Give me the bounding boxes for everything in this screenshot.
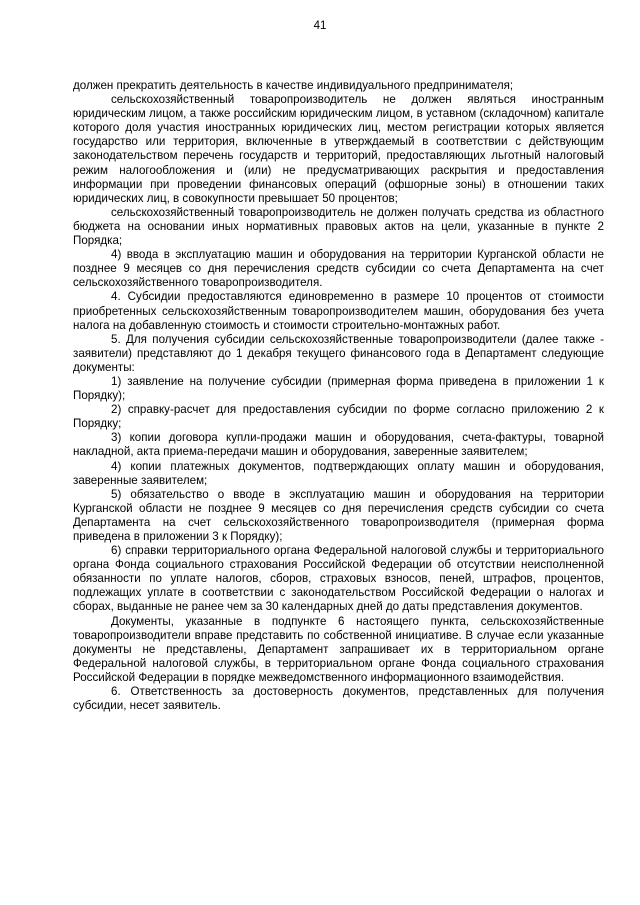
document-body — [73, 79, 604, 713]
paragraph: должен прекратить деятельность в качестве индивидуального предпринимателя; — [73, 79, 514, 92]
paragraph: 1) заявление на получение субсидии (примерная форма приведена в приложении 1 к Порядку); — [73, 374, 604, 403]
paragraph: сельскохозяйственный товаропроизводитель не должен являться иностранным юридическим лицом, а также российским юридическим лицом, в уставном (складочном) капитале которого доля участия иностранных юридических лиц, местом регистрации которых является государство или территория, включенные в утверждаемый в соответствии с действующим законодательством перечень государств и территорий, предоставляющих льготный налоговый режим налогообложения и (или) не предусматривающих раскрытия и предоставления информации при проведении финансовых операций (офшорные зоны) в отношении таких юридических лиц, в совокупности превышает 50 процентов; — [73, 93, 604, 205]
paragraph: 6) справки территориального органа Федеральной налоговой службы и территориального органа Фонда социального страхования Российской Федерации об отсутствии неисполненной обязанности по уплате налогов, сборов, страховых взносов, пеней, штрафов, процентов, подлежащих уплате в соответствии с законодательством Российской Федерации о налогах и сборах, выданные не ранее чем за 30 календарных дней до даты представления документов. — [73, 544, 604, 614]
paragraph: 2) справку-расчет для предоставления субсидии по форме согласно приложению 2 к Порядку; — [73, 403, 604, 431]
paragraph: 4) копии платежных документов, подтверждающих оплату машин и оборудования, заверенные заявителем; — [73, 459, 604, 487]
paragraph: 3) копии договора купли-продажи машин и оборудования, счета-фактуры, товарной накладной, акта приема-передачи машин и оборудования, заверенные заявителем; — [73, 431, 604, 459]
paragraph: 5. Для получения субсидии сельскохозяйственные товаропроизводители (далее также - заявители) представляют до 1 декабря текущего финансового года в Департамент следующие документы: — [73, 332, 604, 374]
paragraph: Документы, указанные в подпункте 6 настоящего пункта, сельскохозяйственные товаропроизводители вправе представить по собственной инициативе. В случае если указанные документы не представлены, Департамент запрашивает их в территориальном органе Федеральной налоговой службы, в территориальном органе Фонда социального страхования Российской Федерации в порядке межведомственного информационного взаимодействия. — [73, 614, 604, 684]
paragraph: сельскохозяйственный товаропроизводитель не должен получать средства из областного бюджета на основании иных нормативных правовых актов на цели, указанные в пункте 2 Порядка; — [73, 205, 604, 248]
page-number: 41 — [313, 20, 327, 32]
paragraph: 5) обязательство о вводе в эксплуатацию машин и оборудования на территории Курганской области не позднее 9 месяцев со дня перечисления средств субсидии со счета Департамента на счет сельскохозяйственного товаропроизводителя (примерная форма приведена в приложении 3 к Порядку); — [73, 487, 604, 543]
paragraph: 6. Ответственность за достоверность документов, представленных для получения субсидии, несет заявитель. — [73, 685, 604, 713]
paragraph: 4. Субсидии предоставляются единовременно в размере 10 процентов от стоимости приобретенных сельскохозяйственным товаропроизводителем машин, оборудования без учета налога на добавленную стоимость и стоимости строительно-монтажных работ. — [73, 290, 604, 332]
paragraph: 4) ввода в эксплуатацию машин и оборудования на территории Курганской области не позднее 9 месяцев со дня перечисления средств субсидии со счета Департамента на счет сельскохозяйственного товаропроизводителя. — [73, 248, 604, 290]
